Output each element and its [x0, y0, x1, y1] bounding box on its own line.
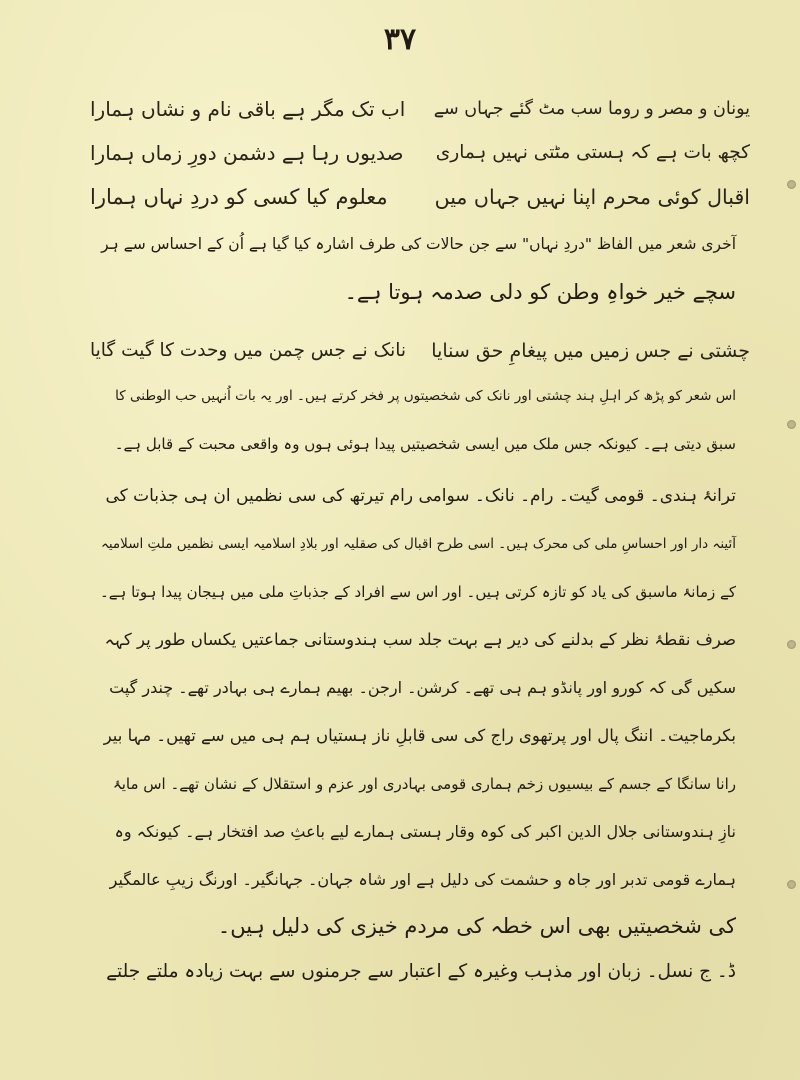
verse-couplet: [90, 132, 750, 174]
verse-second-line: صدیوں رہا ہے دشمن دورِ زماں ہمارا: [90, 141, 404, 165]
binding-hole: [787, 640, 796, 649]
verse-couplet: [90, 88, 750, 130]
text-line: رانا سانگا کے جسم کے بیسیوں زخم ہماری قومی بہادری اور عزم و استقلال کے نشان تھے۔ اس مایۂ: [112, 775, 736, 793]
verse-second-line: اب تک مگر ہے باقی نام و نشاں ہمارا: [90, 97, 406, 121]
page-number: ۳۷: [383, 22, 417, 57]
verse-couplet: [90, 176, 750, 218]
text-line: بکرماجیت۔ اننگ پال اور پرتھوی راج کی سی قابلِ ناز ہستیاں ہم ہی میں سے تھیں۔ مہا بیر: [103, 726, 736, 745]
verse-couplet: [90, 330, 750, 372]
text-line: ترانۂ ہندی۔ قومی گیت۔ رام۔ نانک۔ سوامی رام تیرتھ کی سی نظمیں ان ہی جذبات کی: [105, 486, 736, 506]
binding-hole: [787, 880, 796, 889]
paragraph-body: [96, 374, 736, 994]
text-line: کی شخصیتیں بھی اس خطہ کی مردم خیزی کی دلیل ہیں۔: [217, 914, 736, 938]
text-line: آئینہ دار اور احساسِ ملی کی محرک ہیں۔ اسی طرح اقبال کی صقلیہ اور بلادِ اسلامیہ ایسی نظمیں ملتِ اسلامیہ: [100, 536, 736, 552]
text-line: سچے خیر خواہِ وطن کو دلی صدمہ ہوتا ہے۔: [344, 280, 736, 304]
verse-first-line: چشتی نے جس زمیں میں پیغامِ حق سنایا: [431, 340, 750, 362]
text-line: ڈ۔ ج نسل۔ زبان اور مذہب وغیرہ کے اعتبار سے جرمنوں سے بہت زیادہ ملتے جلتے: [106, 961, 736, 982]
text-line: اس شعر کو پڑھ کر اہلِ ہند چشتی اور نانک کی شخصیتوں پر فخر کرتے ہیں۔ اور یہ بات اُنہیں حب الوطنی کا: [115, 388, 736, 404]
text-line: نازِ ہندوستانی جلال الدین اکبر کی کوہ وقار ہستی ہمارے لیے باعثِ صد افتخار ہے۔ کیونکہ وہ: [114, 822, 736, 841]
verse-second-line: نانک نے جس چمن میں وحدت کا گیت گایا: [90, 340, 407, 361]
verse-first-line: یونان و مصر و روما سب مٹ گئے جہاں سے: [433, 99, 750, 119]
verse-second-line: معلوم کیا کسی کو دردِ نہاں ہمارا: [90, 185, 388, 209]
paragraph-commentary: [96, 222, 736, 318]
text-line: صرف نقطۂ نظر کے بدلنے کی دیر ہے بہت جلد سب ہندوستانی جماعتیں یکساں طور پر کہہ: [104, 630, 736, 649]
text-line: کے زمانۂ ماسبق کی یاد کو تازہ کرتی ہیں۔ اور اس سے افراد کے جذباتِ ملی میں ہیجان پیدا ہوتا ہے۔: [99, 583, 736, 601]
text-line: سکیں گی کہ کورو اور پانڈو ہم ہی تھے۔ کرشن۔ ارجن۔ بھیم ہمارے ہی بہادر تھے۔ چندر گپت: [109, 678, 736, 697]
verse-first-line: اقبال کوئی محرم اپنا نہیں جہاں میں: [434, 185, 750, 209]
binding-hole: [787, 420, 796, 429]
text-line: ہمارے قومی تدبر اور جاہ و حشمت کی دلیل ہے اور شاہ جہان۔ جہانگیر۔ اورنگ زیبِ عالمگیر: [109, 870, 736, 889]
text-line: آخری شعر میں الفاظ "دردِ نہاں" سے جن حالات کی طرف اشارہ کیا گیا ہے اُن کے احساس سے ہر: [101, 235, 736, 253]
binding-hole: [787, 180, 796, 189]
verse-first-line: کچھ بات ہے کہ ہستی مٹتی نہیں ہماری: [435, 142, 750, 163]
text-line: سبق دیتی ہے۔ کیونکہ جس ملک میں ایسی شخصیتیں پیدا ہوئی ہوں وہ واقعی محبت کے قابل ہے۔: [114, 435, 736, 453]
binding-holes: [784, 0, 796, 1080]
